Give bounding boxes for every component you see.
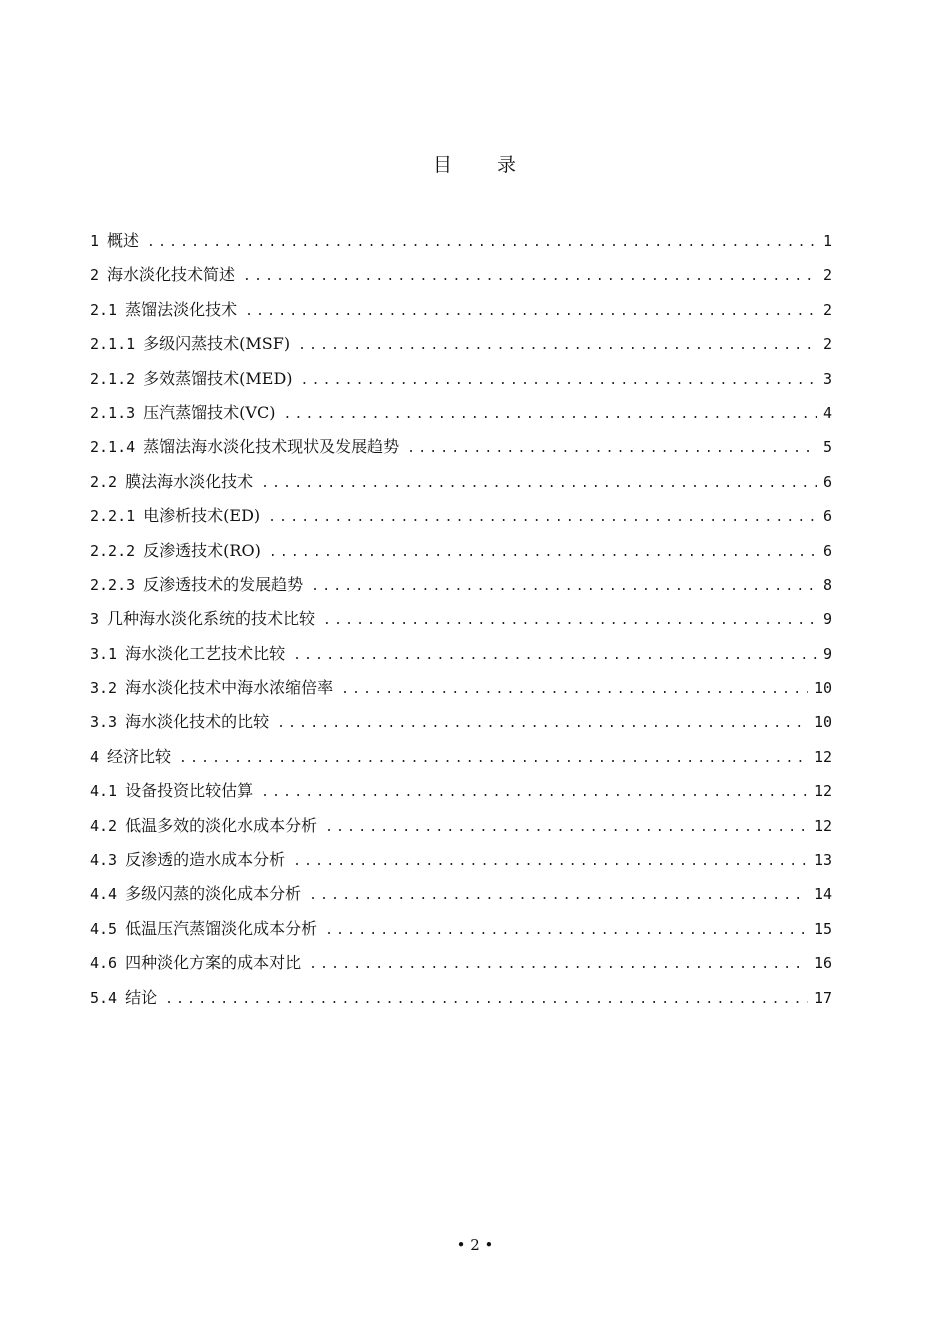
toc-entry-number: 5.4 <box>90 988 118 1007</box>
toc-entry-page: 13 <box>813 851 832 870</box>
toc-dot-leader <box>293 845 808 879</box>
toc-entry-label: 几种海水淡化系统的技术比较 <box>107 609 316 629</box>
toc-entry-page: 12 <box>813 816 832 835</box>
toc-entry-number: 2 <box>90 266 100 285</box>
toc-entry-number: 1 <box>90 232 100 250</box>
toc-dot-leader <box>341 673 808 707</box>
toc-entry-page: 17 <box>813 988 832 1007</box>
toc-title-right: 录 <box>497 154 518 176</box>
toc-entry-label: 电渗析技术(ED) <box>143 506 261 526</box>
toc-entry-page: 6 <box>822 507 832 526</box>
toc-entry[interactable] <box>90 362 832 396</box>
toc-entry[interactable] <box>90 534 832 568</box>
toc-entry-label: 低温多效的淡化水成本分析 <box>125 815 318 835</box>
toc-entry-label: 海水淡化工艺技术比较 <box>125 643 286 663</box>
toc-entry-number: 4 <box>90 747 100 766</box>
toc-entry-number: 4.6 <box>90 954 118 973</box>
toc-entry-label: 多级闪蒸技术(MSF) <box>143 334 291 354</box>
toc-dot-leader <box>261 467 817 501</box>
toc-entry-label: 经济比较 <box>107 746 172 766</box>
toc-entry-page: 14 <box>813 885 832 904</box>
toc-entry-page: 5 <box>822 438 832 457</box>
toc-entry[interactable] <box>90 293 832 327</box>
toc-entry-label: 多级闪蒸的淡化成本分析 <box>125 884 302 904</box>
toc-entry[interactable] <box>90 671 832 705</box>
toc-dot-leader <box>269 536 817 570</box>
toc-dot-leader <box>179 742 808 776</box>
toc-entry-number: 3.1 <box>90 644 118 663</box>
toc-entry-number: 3 <box>90 610 100 629</box>
toc-entry[interactable] <box>90 740 832 774</box>
toc-entry-number: 4.2 <box>90 816 118 835</box>
toc-entry[interactable] <box>90 877 832 911</box>
toc-dot-leader <box>309 879 808 913</box>
toc-dot-leader <box>298 329 817 363</box>
toc-entry-page: 8 <box>822 575 832 594</box>
toc-dot-leader <box>311 570 817 604</box>
toc-entry-label: 蒸馏法淡化技术 <box>125 299 238 319</box>
toc-entry-page: 2 <box>822 335 832 354</box>
toc-dot-leader <box>293 639 817 673</box>
toc-entry-number: 4.5 <box>90 919 118 938</box>
toc-entry[interactable] <box>90 258 832 292</box>
toc-entry-page: 2 <box>822 266 832 285</box>
toc-entry-page: 10 <box>813 679 832 698</box>
toc-entry-label: 反渗透技术的发展趋势 <box>143 574 304 594</box>
toc-entry-number: 3.2 <box>90 679 118 698</box>
toc-entry-page: 9 <box>822 644 832 663</box>
toc-entry-number: 4.1 <box>90 782 118 801</box>
toc-entry-label: 海水淡化技术简述 <box>107 265 236 285</box>
toc-entry-number: 2.2.3 <box>90 575 136 594</box>
toc-entry-page: 15 <box>813 919 832 938</box>
page-number: • 2 • <box>456 1236 494 1254</box>
toc-entry-number: 4.4 <box>90 885 118 904</box>
toc-entry[interactable] <box>90 465 832 499</box>
toc-dot-leader <box>325 811 808 845</box>
toc-dot-leader <box>283 398 817 432</box>
toc-entry-label: 概述 <box>107 231 140 250</box>
toc-entry-label: 多效蒸馏技术(MED) <box>143 368 293 388</box>
toc-entry-label: 设备投资比较估算 <box>125 781 254 801</box>
toc-entry-number: 3.3 <box>90 713 118 732</box>
toc-entry[interactable] <box>90 396 832 430</box>
toc-dot-leader <box>147 226 817 260</box>
toc-entry-page: 6 <box>822 541 832 560</box>
toc-entry-number: 2.2.1 <box>90 507 136 526</box>
toc-dot-leader <box>323 604 817 638</box>
toc-dot-leader <box>325 914 808 948</box>
toc-dot-leader <box>407 432 817 466</box>
toc-dot-leader <box>245 295 817 329</box>
toc-entry[interactable] <box>90 946 832 980</box>
toc-entry[interactable] <box>90 602 832 636</box>
toc-entry-number: 2.1.2 <box>90 369 136 388</box>
toc-dot-leader <box>261 776 808 810</box>
toc-entry-label: 四种淡化方案的成本对比 <box>125 953 302 973</box>
toc-entry-label: 蒸馏法海水淡化技术现状及发展趋势 <box>143 437 400 457</box>
toc-title <box>0 150 950 177</box>
toc-entry[interactable] <box>90 224 832 258</box>
toc-dot-leader <box>268 501 817 535</box>
toc-entry-page: 2 <box>822 300 832 319</box>
toc-entry-page: 12 <box>813 782 832 801</box>
toc-entry-page: 1 <box>822 232 832 250</box>
toc-entry[interactable] <box>90 705 832 739</box>
toc-entry[interactable] <box>90 430 832 464</box>
toc-title-left: 目 <box>432 154 453 176</box>
toc-entry-number: 2.2 <box>90 472 118 491</box>
toc-entry-number: 2.1.3 <box>90 403 136 422</box>
toc-entry-number: 4.3 <box>90 851 118 870</box>
toc-entry-label: 结论 <box>125 987 158 1007</box>
toc-entry-label: 膜法海水淡化技术 <box>125 471 254 491</box>
toc-entry-page: 16 <box>813 954 832 973</box>
toc-entry-page: 9 <box>822 610 832 629</box>
toc-entry-label: 海水淡化技术中海水浓缩倍率 <box>125 678 334 698</box>
table-of-contents <box>90 224 832 1015</box>
toc-entry[interactable] <box>90 981 832 1015</box>
toc-entry-label: 海水淡化技术的比较 <box>125 712 270 732</box>
toc-entry-page: 4 <box>822 403 832 422</box>
toc-entry[interactable] <box>90 568 832 602</box>
toc-entry[interactable] <box>90 774 832 808</box>
toc-entry[interactable] <box>90 637 832 671</box>
toc-entry-label: 压汽蒸馏技术(VC) <box>143 402 276 422</box>
toc-entry-label: 反渗透的造水成本分析 <box>125 850 286 870</box>
toc-entry-label: 反渗透技术(RO) <box>143 540 261 560</box>
toc-dot-leader <box>301 364 817 398</box>
toc-entry[interactable] <box>90 499 832 533</box>
toc-entry[interactable] <box>90 843 832 877</box>
toc-entry-number: 2.1.1 <box>90 335 136 354</box>
toc-dot-leader <box>243 260 817 294</box>
toc-dot-leader <box>165 983 808 1017</box>
toc-entry-number: 2.1.4 <box>90 438 136 457</box>
toc-dot-leader <box>277 707 808 741</box>
toc-entry[interactable] <box>90 912 832 946</box>
toc-entry-number: 2.2.2 <box>90 541 136 560</box>
toc-entry-number: 2.1 <box>90 300 118 319</box>
toc-entry-page: 12 <box>813 747 832 766</box>
toc-entry-label: 低温压汽蒸馏淡化成本分析 <box>125 918 318 938</box>
toc-dot-leader <box>309 948 808 982</box>
toc-entry[interactable] <box>90 327 832 361</box>
toc-entry-page: 3 <box>822 369 832 388</box>
toc-entry-page: 10 <box>813 713 832 732</box>
toc-entry-page: 6 <box>822 472 832 491</box>
toc-entry[interactable] <box>90 809 832 843</box>
